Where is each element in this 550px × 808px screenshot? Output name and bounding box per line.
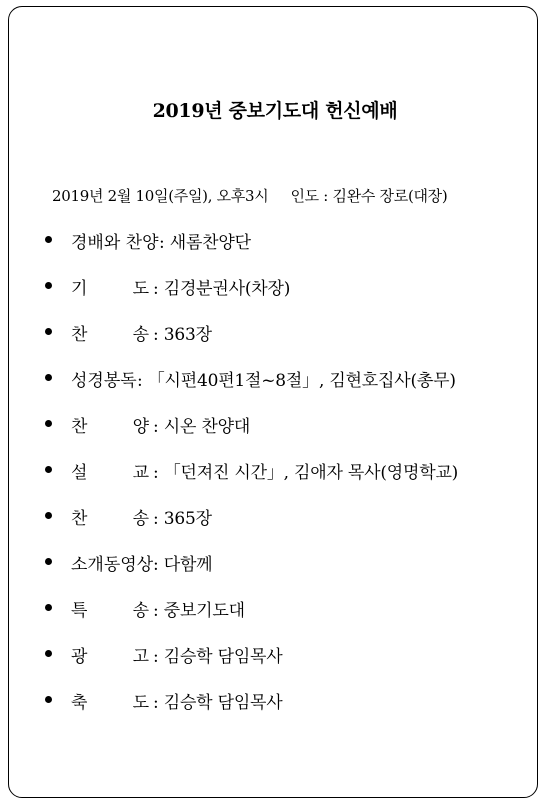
program-item [0, 458, 550, 504]
bullet-icon [45, 466, 52, 473]
program-item-value: : 363장 [153, 325, 212, 345]
program-item-label [71, 458, 149, 483]
program-item-label [71, 320, 149, 345]
program-item-value: : 365장 [153, 509, 212, 529]
bullet-icon [45, 558, 52, 565]
program-item-label-char: 도 [132, 279, 149, 299]
bullet-icon [45, 604, 52, 611]
program-item-label-char: 양 [132, 417, 149, 437]
program-item [0, 642, 550, 688]
program-item-label-char: 송 [132, 601, 149, 621]
program-item [0, 412, 550, 458]
service-info [52, 185, 447, 206]
program-item-label [71, 642, 149, 667]
program-item-label [71, 596, 149, 621]
program-item-value: : 시온 찬양대 [153, 417, 251, 437]
service-leader: 인도 : 김완수 장로(대장) [290, 187, 448, 205]
program-item-label-char: 송 [132, 509, 149, 529]
program-item-value: : 새롬찬양단 [159, 233, 251, 253]
program-item-value: : 「던져진 시간」, 김애자 목사(영명학교) [153, 463, 459, 483]
program-item [0, 596, 550, 642]
program-item-value: : 「시편40편1절~8절」, 김현호집사(총무) [137, 371, 456, 391]
bullet-icon [45, 512, 52, 519]
program-item [0, 228, 550, 274]
program-item [0, 688, 550, 734]
program-item-label-char: 찬 [71, 325, 88, 345]
program-item-value: : 중보기도대 [153, 601, 245, 621]
program-item-value: : 김승학 담임목사 [153, 647, 283, 667]
bullet-icon [45, 282, 52, 289]
program-item-label-char: 도 [132, 693, 149, 713]
program-item-label-char: 축 [71, 693, 88, 713]
program-item-label [71, 274, 149, 299]
program-item-label-char: 고 [132, 647, 149, 667]
service-date: 2019년 2월 10일(주일), 오후3시 [52, 187, 269, 205]
program-item-label-char: 찬 [71, 509, 88, 529]
program-item-label: 성경봉독 [71, 371, 137, 391]
bullet-icon [45, 236, 52, 243]
program-item-label [71, 504, 149, 529]
program-item [0, 274, 550, 320]
program-item-label: 경배와 찬양 [71, 233, 159, 253]
program-item-label-char: 설 [71, 463, 88, 483]
page-title: 2019년 중보기도대 헌신예배 [152, 100, 398, 122]
program-item-label-char: 송 [132, 325, 149, 345]
bullet-icon [45, 328, 52, 335]
program-item-label [71, 688, 149, 713]
program-list [0, 228, 550, 734]
bullet-icon [45, 696, 52, 703]
program-item-value: : 다함께 [153, 555, 213, 575]
program-item [0, 550, 550, 596]
program-item-label-char: 기 [71, 279, 88, 299]
program-item [0, 366, 550, 412]
program-item [0, 320, 550, 366]
program-item-label-char: 특 [71, 601, 88, 621]
program-item-label-char: 교 [132, 463, 149, 483]
program-item-label [71, 412, 149, 437]
program-item [0, 504, 550, 550]
bullet-icon [45, 420, 52, 427]
bullet-icon [45, 650, 52, 657]
program-item-value: : 김승학 담임목사 [153, 693, 283, 713]
program-item-label-char: 찬 [71, 417, 88, 437]
program-item-value: : 김경분권사(차장) [153, 279, 291, 299]
program-item-label-char: 광 [71, 647, 88, 667]
bullet-icon [45, 374, 52, 381]
program-item-label: 소개동영상 [71, 555, 154, 575]
